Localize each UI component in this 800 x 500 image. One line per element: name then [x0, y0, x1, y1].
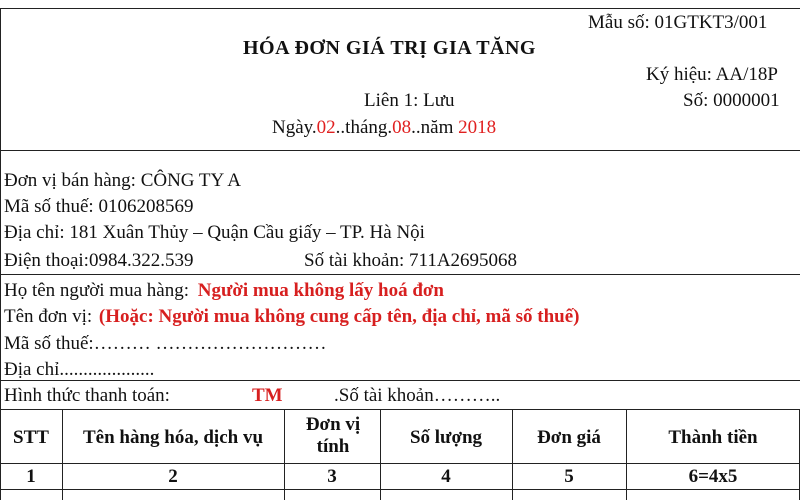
col-number-2: 2 [168, 466, 178, 487]
header-amount: Thành tiền [668, 427, 758, 448]
header-goods-name: Tên hàng hóa, dịch vụ [82, 427, 264, 448]
top-border [0, 8, 800, 9]
seller-address: Địa chỉ: 181 Xuân Thủy – Quận Cầu giấy – TP. Hà Nội [4, 222, 425, 243]
seller-tax-code: Mã số thuế: 0106208569 [4, 196, 194, 217]
date-mid2: ..năm [411, 117, 459, 138]
header-unit: Đơn vị tính [305, 414, 361, 457]
seller-divider [0, 274, 800, 275]
header-divider [0, 150, 800, 151]
date-prefix: Ngày. [272, 117, 317, 138]
seller-phone: Điện thoại:0984.322.539 [4, 250, 194, 271]
buyer-name-label: Họ tên người mua hàng: [4, 280, 189, 301]
invoice-copy: Liên 1: Lưu [364, 90, 455, 111]
table-header-bottom [0, 463, 800, 464]
header-stt: STT [13, 427, 49, 448]
col-number-3: 3 [327, 466, 337, 487]
header-quantity: Số lượng [409, 427, 483, 448]
date-month: 08 [392, 117, 412, 138]
buyer-tax-code: Mã số thuế:……… ……………………… [4, 333, 327, 354]
seller-unit: Đơn vị bán hàng: CÔNG TY A [4, 170, 241, 191]
invoice-title: HÓA ĐƠN GIÁ TRỊ GIA TĂNG [243, 37, 536, 59]
seller-account: Số tài khoản: 711A2695068 [304, 250, 518, 271]
table-top-border [0, 409, 800, 410]
col-number-5: 5 [564, 466, 574, 487]
invoice-symbol: Ký hiệu: AA/18P [646, 64, 778, 85]
col-number-1: 1 [26, 466, 36, 487]
payment-account: .Số tài khoản……….. [334, 385, 501, 406]
date-day: 02 [316, 117, 336, 138]
form-number: Mẫu số: 01GTKT3/001 [588, 12, 768, 33]
header-unit-price: Đơn giá [537, 427, 601, 448]
buyer-unit-label: Tên đơn vị: [4, 306, 93, 327]
buyer-address: Địa chỉ.................... [4, 359, 155, 380]
buyer-unit-value: (Hoặc: Người mua không cung cấp tên, địa chỉ, mã số thuế) [98, 306, 580, 327]
table-number-row-bottom [0, 489, 800, 490]
date-mid1: ..tháng. [335, 117, 393, 138]
invoice-number: Số: 0000001 [683, 90, 780, 111]
buyer-name-value: Người mua không lấy hoá đơn [197, 280, 445, 301]
payment-label: Hình thức thanh toán: [4, 385, 170, 406]
date-year: 2018 [458, 117, 497, 138]
col-number-4: 4 [441, 466, 451, 487]
buyer-divider [0, 380, 800, 381]
payment-value: TM [252, 385, 283, 406]
buyer-name-row [4, 280, 444, 302]
buyer-unit-row [4, 306, 580, 328]
invoice-date [272, 117, 496, 139]
col-number-6: 6=4x5 [688, 466, 738, 487]
